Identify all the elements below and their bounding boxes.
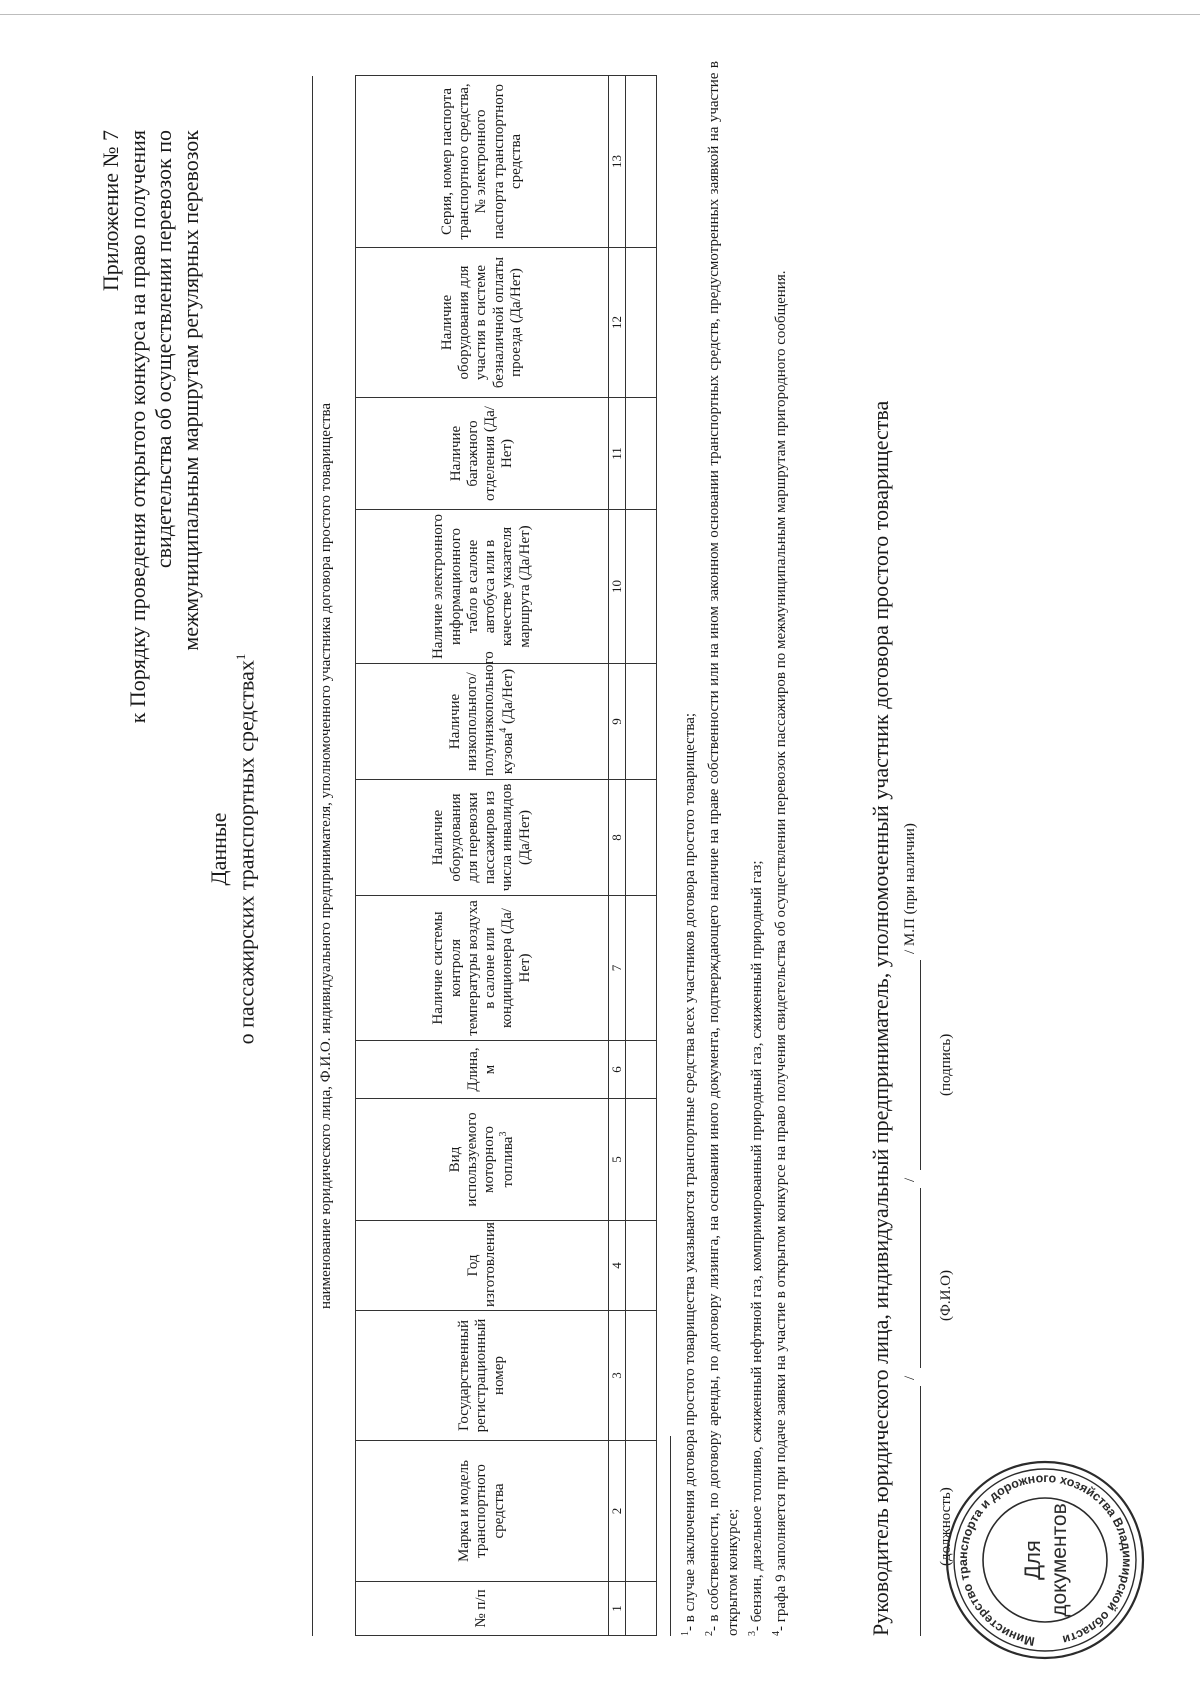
signatory-heading: Руководитель юридического лица, индивидуальный предприниматель, уполномоченный участник договора простого товарищества [868, 400, 893, 1636]
table-cell[interactable] [626, 398, 657, 510]
signature-row [898, 636, 954, 1636]
stamp-center-line-1: Для [1020, 1540, 1045, 1580]
column-number: 7 [609, 896, 626, 1041]
column-number: 9 [609, 664, 626, 780]
table-cell[interactable] [626, 510, 657, 664]
stamp-body [947, 1462, 1143, 1658]
header-cell: Наличие багажного отделения (Да/Нет) [356, 398, 609, 510]
appendix-number: Приложение № 7 [98, 130, 123, 292]
slash-separator: / [902, 1375, 918, 1380]
footnote-3: $^3$- бензин, дизельное топливо, сжиженный нефтяной газ, компримированный природный газ, сжиженный природный газ; [747, 860, 765, 1636]
footnote-1: $^1$- в случае заключения договора простого товарищества указываются транспортные средства всех участников договора простого товарищества; [680, 712, 698, 1636]
ministry-stamp-icon [942, 1457, 1148, 1663]
footnotes [676, 61, 791, 1636]
column-number-row [609, 76, 626, 1636]
stamp-ring-text: Министерство транспорта и дорожного хозяйства Владимирской области [955, 1470, 1135, 1649]
header-cell: Наличие низкопольного/полунизкопольного кузова$^4$ (Да/Нет) [356, 664, 609, 780]
header-cell: Наличие системы контроля температуры воздуха в салоне или кондиционера (Да/Нет) [356, 896, 609, 1041]
header-cell: № п/п [356, 1582, 609, 1636]
footnote-rule [670, 1436, 671, 1636]
subtitle-footnote-ref: 1 [233, 653, 248, 661]
table-cell[interactable] [626, 1221, 657, 1311]
name-field[interactable] [898, 1188, 921, 1368]
column-number: 1 [609, 1582, 626, 1636]
column-number: 10 [609, 510, 626, 664]
subtitle-text: о пассажирских транспортных средствах [233, 660, 259, 1045]
document-title: Данные [206, 812, 231, 886]
footnote-2: $^2$- в собственности, по договору аренды, по договору лизинга, на основании иного документа, подтверждающего наличие на праве собственности или на ином законном основании транспортных средств, предусмотренных заявкой на участие в открытом конкурсе; [704, 61, 741, 1636]
seal-note: / М.П (при наличии) [902, 823, 918, 954]
table-cell[interactable] [626, 780, 657, 896]
position-field[interactable] [898, 1386, 921, 1636]
header-cell: Марка и модель транспортного средства [356, 1441, 609, 1582]
document-subtitle [233, 0, 259, 1698]
column-number: 5 [609, 1099, 626, 1221]
table-cell[interactable] [626, 664, 657, 780]
stamp-center-line-2: документов [1048, 1503, 1071, 1617]
table-cell[interactable] [626, 1582, 657, 1636]
column-number: 12 [609, 248, 626, 398]
name-caption: (Ф.И.О) [938, 1269, 954, 1321]
organization-name-line [312, 76, 313, 1636]
table-cell[interactable] [626, 1041, 657, 1099]
header-cell: Наличие оборудования для участия в системе безналичной оплаты проезда (Да/Нет) [356, 248, 609, 398]
column-number: 3 [609, 1311, 626, 1441]
appendix-line-3: свидетельства об осуществлении перевозок по [151, 130, 176, 569]
table-cell[interactable] [626, 896, 657, 1041]
signature-field[interactable] [898, 960, 921, 1170]
header-cell: Серия, номер паспорта транспортного средства, № электронного паспорта транспортного средства [356, 76, 609, 248]
header-cell: Вид используемого моторного топлива$^3$ [356, 1099, 609, 1221]
appendix-line-4: межмуниципальным маршрутам регулярных перевозок [178, 130, 203, 651]
table-cell[interactable] [626, 248, 657, 398]
organization-caption: наименование юридического лица, Ф.И.О. индивидуального предпринимателя, уполномоченного участника договора простого товарищества [318, 402, 334, 1310]
column-number: 8 [609, 780, 626, 896]
column-number: 11 [609, 398, 626, 510]
table-cell[interactable] [626, 1099, 657, 1221]
appendix-line-2: к Порядку проведения открытого конкурса на право получения [125, 130, 150, 724]
table-cell[interactable] [626, 76, 657, 248]
table-cell[interactable] [626, 1441, 657, 1582]
header-cell: Наличие оборудования для перевозки пассажиров из числа инвалидов (Да/Нет) [356, 780, 609, 896]
header-cell: Год изготовления [356, 1221, 609, 1311]
column-number: 4 [609, 1221, 626, 1311]
column-number: 6 [609, 1041, 626, 1099]
table-cell[interactable] [626, 1311, 657, 1441]
vehicles-table [355, 75, 657, 1636]
table-row [626, 76, 657, 1636]
header-cell: Государственный регистрационный номер [356, 1311, 609, 1441]
table-header-row [356, 76, 609, 1636]
signature-caption: (подпись) [938, 1033, 954, 1096]
column-number: 13 [609, 76, 626, 248]
header-cell: Наличие электронного информационного табло в салоне автобуса или в качестве указателя маршрута (Да/Нет) [356, 510, 609, 664]
slash-separator: / [902, 1177, 918, 1182]
footnote-4: $^4$- графа 9 заполняется при подаче заявки на участие в открытом конкурсе на право получения свидетельства об осуществлении перевозок пассажиров по межмуниципальным маршрутам пригородного сообщения. [771, 270, 789, 1636]
column-number: 2 [609, 1441, 626, 1582]
position-caption: (должность) [938, 1487, 954, 1566]
header-cell: Длина, м [356, 1041, 609, 1099]
